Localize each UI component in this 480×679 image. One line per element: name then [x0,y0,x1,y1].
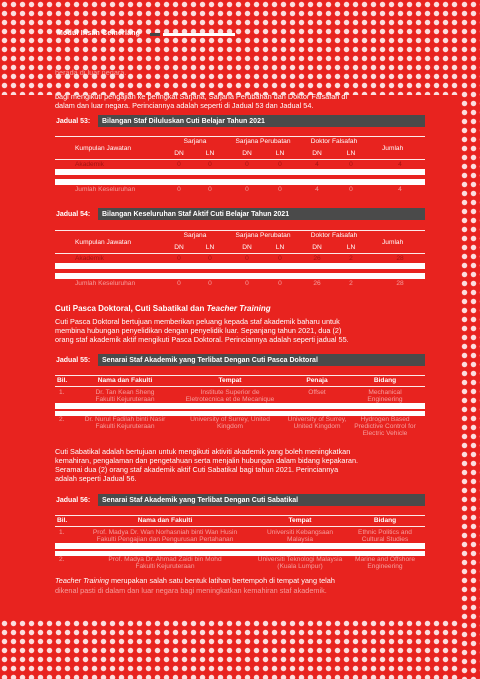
table56-row1-nama: Prof. Madya Dr. Wan Norhasniah binti Wan Husin [92,529,238,536]
table55-row1-tempat: Institute Superior de [200,389,260,396]
table56-head-bidang: Bidang [373,517,397,524]
table55-label: Jadual 55: [56,356,91,364]
table56-row1-tempat-2: Malaysia [286,536,314,543]
table55-row2-tempat-2: Kingdom [216,423,244,430]
table55-head-tempat: Tempat [218,377,242,384]
table54-row2-v3: 0 [245,280,249,287]
table54-row1-v2: 0 [208,255,212,262]
table54-title: Bilangan Keseluruhan Staf Aktif Cuti Belajar Tahun 2021 [98,208,425,220]
table54-head-doktor-falsafah: Doktor Falsafah [310,232,358,239]
table56-row1-bil: 1. [59,529,65,536]
table55-white-band-1 [55,403,425,409]
header-accent-light [163,33,235,36]
table55-row1-tempat-2: Eletrotecnica et de Mecanique [185,396,275,403]
para2-line-3: Seramai dua (2) orang staf akademik aktif Cuti Sabatikal bagi tahun 2021. Perinciannya [55,465,339,474]
table53-sub-dn-1: DN [174,150,184,157]
table54-row1-v1: 0 [177,255,181,262]
table54-row2-total: 28 [396,280,404,287]
table53-row1-v4: 0 [278,161,282,168]
section-title-text: Cuti Pasca Doktoral, Cuti Sabatikal dan [55,304,207,313]
table53-head-doktor-falsafah: Doktor Falsafah [310,138,358,145]
table55-caption [55,354,425,366]
table53-head-sarjana-perubatan: Sarjana Perubatan [235,138,291,145]
table55-row2-fakulti: Fakulti Kejuruteraan [95,423,155,430]
intro-faded-line: berada di luar negara. [55,68,127,77]
table56-head-nama: Nama dan Fakulti [137,517,193,524]
table56-head-tempat: Tempat [288,517,312,524]
table54-sub-ln-3: LN [346,244,356,251]
table54-row2-name: Jumlah Keseluruhan [75,280,136,287]
table56-caption [55,494,425,506]
table53-sub-ln-1: LN [205,150,215,157]
table53-row1-v2: 0 [208,161,212,168]
table55-row2-bil: 2. [59,416,65,423]
table54-row1-total: 28 [396,255,404,262]
table53-row2-v6: 0 [349,186,353,193]
table56-head-bil: Bil. [57,517,68,524]
table53-row2-v2: 0 [208,186,212,193]
intro-line-3: dalam dan luar negara. Perinciannya adalah seperti di Jadual 53 dan Jadual 54. [55,101,314,110]
table54-sub-dn-1: DN [174,244,184,251]
table53 [55,136,425,196]
table54-row1-v3: 0 [245,255,249,262]
table53-label: Jadual 53: [56,117,91,125]
page-header: Modul Insan Cemerlang [57,30,141,37]
table54-white-band-1 [55,263,425,269]
table55-row2-tempat: University of Surrey, United [190,416,270,423]
table53-sub-ln-2: LN [275,150,285,157]
table56-row2-bidang: Marine and Offshore [355,556,415,563]
para2-line-2: kemahiran, pengalaman dan pengetahuan serta menjalin hubungan dalam bidang kepakaran. [55,456,359,465]
table56-row1-fakulti: Fakulti Pengajian dan Pengurusan Pertahanan [96,536,234,543]
table54-label: Jadual 54: [56,210,91,218]
table53-sub-ln-3: LN [346,150,356,157]
table53-sub-dn-2: DN [242,150,252,157]
table53-head-jumlah: Jumlah [382,145,404,152]
table54-row1-v6: 2 [349,255,353,262]
table53-row1-v3: 0 [245,161,249,168]
dot-pattern-right [460,0,480,679]
table54-sub-dn-3: DN [312,244,322,251]
table56 [55,515,425,570]
table55-row1-fakulti: Fakulti Kejuruteraan [95,396,155,403]
table54-row1-name: Akademik [75,255,104,262]
table56-white-band-1 [55,543,425,549]
section-title [55,304,271,313]
table53-caption [55,115,425,127]
table55-row2-nama: Dr. Nurul Fadilah binti Nasir [84,416,166,423]
table56-row2-tempat-2: (Kuala Lumpur) [277,563,323,570]
table55-row1-bidang: Mechanical [368,389,402,396]
table53-row1-v1: 0 [177,161,181,168]
table55-head-nama: Nama dan Fakulti [97,377,153,384]
table53-row1-v5: 4 [315,161,319,168]
table56-row2-nama: Prof. Madya Dr. Ahmad Zaidi bin Mohd [108,556,222,563]
table55-head-penaja: Penaja [306,377,328,384]
table55-row2-penaja: University of Surrey, [287,416,347,423]
table55-title: Senarai Staf Akademik yang Terlibat Dengan Cuti Pasca Doktoral [98,354,425,366]
section-para-1-line-1: Cuti Pasca Doktoral bertujuan memberikan peluang kepada staf akademik baharu untuk [55,317,340,326]
intro-line-2: bagi mengikuti pengajian ke peringkat Sarjana, Sarjana Perubahan dan Doktor Falsafah di [55,92,348,101]
table56-row2-bidang-2: Engineering [367,563,403,570]
table55-row2-penaja-2: United Kingdom [293,423,341,430]
section-para-1-line-2: membina hubungan penyelidikan dengan penyelidik luar. Sepanjang tahun 2021, dua (2) [55,326,342,335]
para3-line-1 [55,576,425,585]
table55 [55,375,425,437]
table53-row2-v4: 0 [278,186,282,193]
table56-row1-bidang-2: Cultural Studies [361,536,409,543]
section-title-italic: Teacher Training [206,304,271,313]
table53-head-group: Kumpulan Jawatan [75,145,132,152]
table53-row2-name: Jumlah Keseluruhan [75,186,136,193]
section-para-1-line-3: orang staf akademik aktif mengikuti Pasca Doktoral. Perinciannya adalah seperti jadual 55. [55,335,349,344]
table56-row2-fakulti: Fakulti Kejuruteraan [135,563,195,570]
table53-white-band-1 [55,169,425,175]
table56-row2-bil: 2. [59,556,65,563]
dot-pattern-bottom [0,619,480,679]
table54-head-group: Kumpulan Jawatan [75,239,132,246]
table54-row2-v4: 0 [278,280,282,287]
table54-row2-v2: 0 [208,280,212,287]
para2-line-1: Cuti Sabatikal adalah bertujuan untuk mengikuti aktiviti akademik yang boleh meningkatkan [55,447,351,456]
table53-row2-v5: 4 [315,186,319,193]
table53-row2-v1: 0 [177,186,181,193]
header-accent-dark [150,33,160,36]
table55-row1-nama: Dr. Tan Kean Sheng [95,389,155,396]
para3-text: merupakan salah satu bentuk latihan bertempoh di tempat yang telah [108,576,335,585]
table54-row1-v5: 26 [313,255,321,262]
table54-sub-ln-1: LN [205,244,215,251]
table54-head-jumlah: Jumlah [382,239,404,246]
table56-row1-tempat: Universiti Kebangsaan [267,529,333,536]
table53-row2-total: 4 [398,186,402,193]
table53-row1-v6: 0 [349,161,353,168]
table53-sub-dn-3: DN [312,150,322,157]
table53-row1-name: Akademik [75,161,104,168]
table55-row1-bil: 1. [59,389,65,396]
table54-head-sarjana-perubatan: Sarjana Perubatan [235,232,291,239]
table55-head-bil: Bil. [57,377,68,384]
table54-white-band-2 [55,273,425,279]
table55-row2-bidang-2: Predictive Control for [354,423,416,430]
table54 [55,230,425,290]
table54-head-sarjana: Sarjana [183,232,207,239]
table53-row1-total: 4 [398,161,402,168]
table54-row2-v6: 2 [349,280,353,287]
table55-row1-penaja: Offset [308,389,326,396]
table54-sub-dn-2: DN [242,244,252,251]
para2-line-4: adalah seperti Jadual 56. [55,474,137,483]
table54-row1-v4: 0 [278,255,282,262]
dot-pattern-top [0,0,480,95]
table54-caption [55,208,425,220]
para3-italic: Teacher Training [55,576,109,585]
table55-row1-bidang-2: Engineering [367,396,403,403]
table53-title: Bilangan Staf Diluluskan Cuti Belajar Tahun 2021 [98,115,425,127]
table54-sub-ln-2: LN [275,244,285,251]
table55-row2-bidang: Hydrogen Based [360,416,410,423]
table56-title: Senarai Staf Akademik yang Terlibat Dengan Cuti Sabatikal [98,494,425,506]
table55-head-bidang: Bidang [373,377,397,384]
table53-white-band-2 [55,179,425,185]
table56-row1-bidang: Ethnic Politics and [358,529,412,536]
para3-faded-line: dikenal pasti di dalam dan luar negara bagi meningkatkan kemahiran staf akademik. [55,586,327,595]
table56-label: Jadual 56: [56,496,91,504]
table54-row2-v5: 26 [313,280,321,287]
table56-row2-tempat: Universiti Teknologi Malaysia [257,556,343,563]
table53-row2-v3: 0 [245,186,249,193]
table55-row2-bidang-3: Electric Vehicle [362,430,408,437]
table53-head-sarjana: Sarjana [183,138,207,145]
table54-row2-v1: 0 [177,280,181,287]
